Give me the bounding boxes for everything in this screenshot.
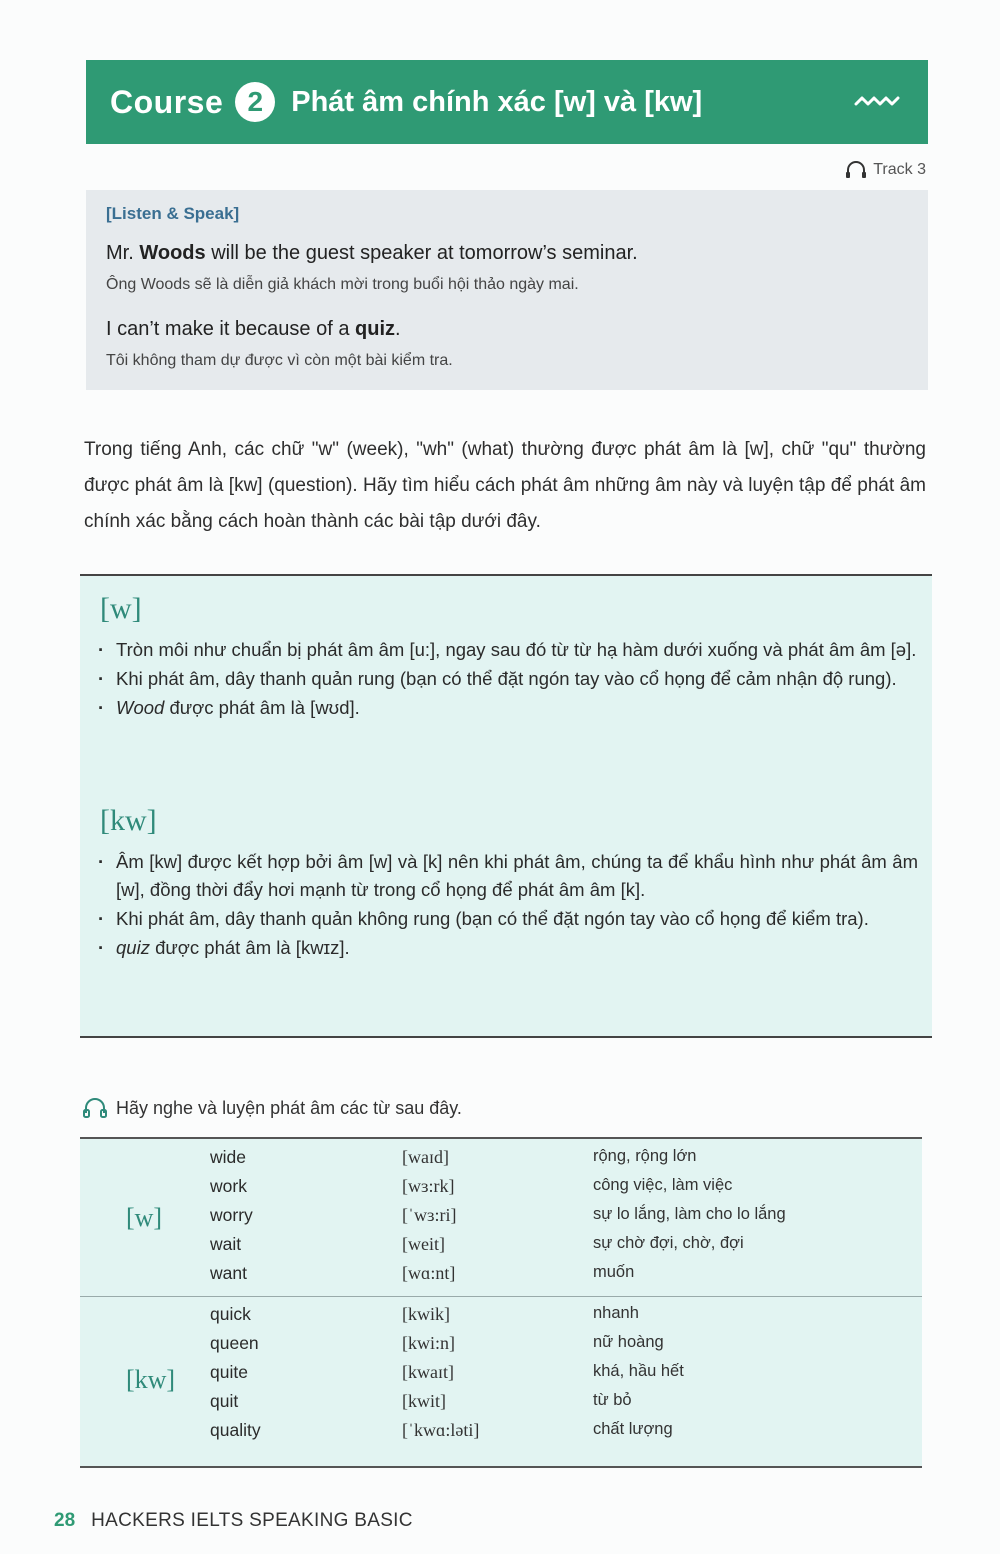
meaning: sự chờ đợi, chờ, đợi	[593, 1234, 744, 1252]
ipa: [weit]	[402, 1234, 445, 1254]
headphone-icon	[845, 160, 867, 180]
word: want	[210, 1263, 247, 1283]
course-label: Course	[110, 83, 224, 120]
meaning: muốn	[593, 1263, 635, 1281]
rule-item: · Khi phát âm, dây thanh quản không rung (bạn có thể đặt ngón tay vào cổ họng để kiểm tra).	[96, 905, 918, 933]
ipa: [waɪd]	[402, 1147, 449, 1167]
meaning: sự lo lắng, làm cho lo lắng	[593, 1205, 786, 1223]
word: quick	[210, 1304, 251, 1324]
meaning: nhanh	[593, 1304, 639, 1322]
track-label[interactable]	[845, 160, 926, 180]
intro-paragraph: Trong tiếng Anh, các chữ "w" (week), "wh" (what) thường được phát âm là [w], chữ "qu" thường được phát âm là [kw] (question). Hãy tìm hiểu cách phát âm những âm này và luyện tập để phát âm chính xác bằng cách hoàn thành các bài tập dưới đây.	[84, 439, 926, 532]
listen-speak-label: [Listen & Speak]	[106, 204, 240, 223]
headphone-icon	[82, 1096, 108, 1120]
word-row	[80, 1420, 922, 1449]
rule-item: · Tròn môi như chuẩn bị phát âm âm [u:], ngay sau đó từ từ hạ hàm dưới xuống và phát âm âm [ə].	[96, 636, 918, 664]
meaning: rộng, rộng lớn	[593, 1147, 697, 1165]
meaning: khá, hầu hết	[593, 1362, 684, 1380]
meaning: từ bỏ	[593, 1391, 632, 1409]
ipa: [wɑ:nt]	[402, 1263, 456, 1283]
ipa: [ˈwɜ:ri]	[402, 1205, 457, 1225]
rule-list-w	[96, 636, 918, 723]
word: wide	[210, 1147, 246, 1167]
ipa: [kwaɪt]	[402, 1362, 454, 1382]
symbol-heading-kw: [kw]	[100, 804, 157, 837]
listen-speak-box	[86, 190, 928, 390]
word: wait	[210, 1234, 242, 1254]
rule-item: · Khi phát âm, dây thanh quản rung (bạn có thể đặt ngón tay vào cổ họng để cảm nhận độ rung).	[96, 665, 918, 693]
word: worry	[210, 1205, 253, 1225]
word-row	[80, 1176, 922, 1205]
ipa: [kwi:n]	[402, 1333, 455, 1353]
ipa: [wɜ:rk]	[402, 1176, 455, 1196]
table-bottom-rule	[80, 1466, 922, 1468]
course-number-badge: 2	[235, 82, 275, 122]
course-header	[86, 60, 928, 144]
book-title: HACKERS IELTS SPEAKING BASIC	[91, 1510, 413, 1531]
page-number: 28	[54, 1510, 76, 1531]
word: quality	[210, 1420, 261, 1440]
meaning: nữ hoàng	[593, 1333, 664, 1351]
ipa: [kwik]	[402, 1304, 450, 1324]
word-row	[80, 1205, 922, 1234]
word: quit	[210, 1391, 239, 1411]
rule-item: · Âm [kw] được kết hợp bởi âm [w] và [k] nên khi phát âm, chúng ta để khẩu hình như phát âm âm [w], đồng thời đẩy hơi mạnh từ trong cổ họng để phát âm âm [k].	[96, 848, 918, 904]
practice-instruction[interactable]	[82, 1096, 462, 1120]
example-sentence-vi: Tôi không tham dự được vì còn một bài kiểm tra.	[106, 352, 453, 369]
word-row	[80, 1147, 922, 1176]
rule-item: · Wood được phát âm là [wʊd].	[96, 694, 918, 722]
word: queen	[210, 1333, 259, 1353]
word: work	[210, 1176, 247, 1196]
example-sentence-vi: Ông Woods sẽ là diễn giả khách mời trong buổi hội thảo ngày mai.	[106, 276, 579, 293]
word-row	[80, 1234, 922, 1263]
ipa: [kwit]	[402, 1391, 446, 1411]
example-sentence-en: Mr. Woods will be the guest speaker at tomorrow’s seminar.	[106, 242, 638, 264]
meaning: chất lượng	[593, 1420, 673, 1438]
word-group-kw	[80, 1297, 922, 1466]
ipa: [ˈkwɑ:ləti]	[402, 1420, 480, 1440]
rule-list-kw	[96, 848, 918, 963]
example-sentence-en: I can’t make it because of a quiz.	[106, 318, 401, 340]
course-title: Phát âm chính xác [w] và [kw]	[291, 85, 703, 118]
page-footer	[54, 1510, 413, 1532]
group-symbol: [w]	[126, 1203, 163, 1232]
wave-icon	[854, 94, 900, 110]
word-row	[80, 1391, 922, 1420]
word-group-w	[80, 1139, 922, 1296]
word-row	[80, 1362, 922, 1391]
word-row	[80, 1304, 922, 1333]
meaning: công việc, làm việc	[593, 1176, 733, 1194]
word: quite	[210, 1362, 248, 1382]
practice-instruction-text: Hãy nghe và luyện phát âm các từ sau đây.	[116, 1097, 462, 1118]
rule-item: · quiz được phát âm là [kwɪz].	[96, 934, 918, 962]
track-text: Track 3	[873, 161, 926, 178]
word-row	[80, 1263, 922, 1292]
group-symbol: [kw]	[126, 1365, 176, 1394]
pronunciation-rules-box	[80, 574, 932, 1038]
word-row	[80, 1333, 922, 1362]
symbol-heading-w: [w]	[100, 592, 142, 625]
